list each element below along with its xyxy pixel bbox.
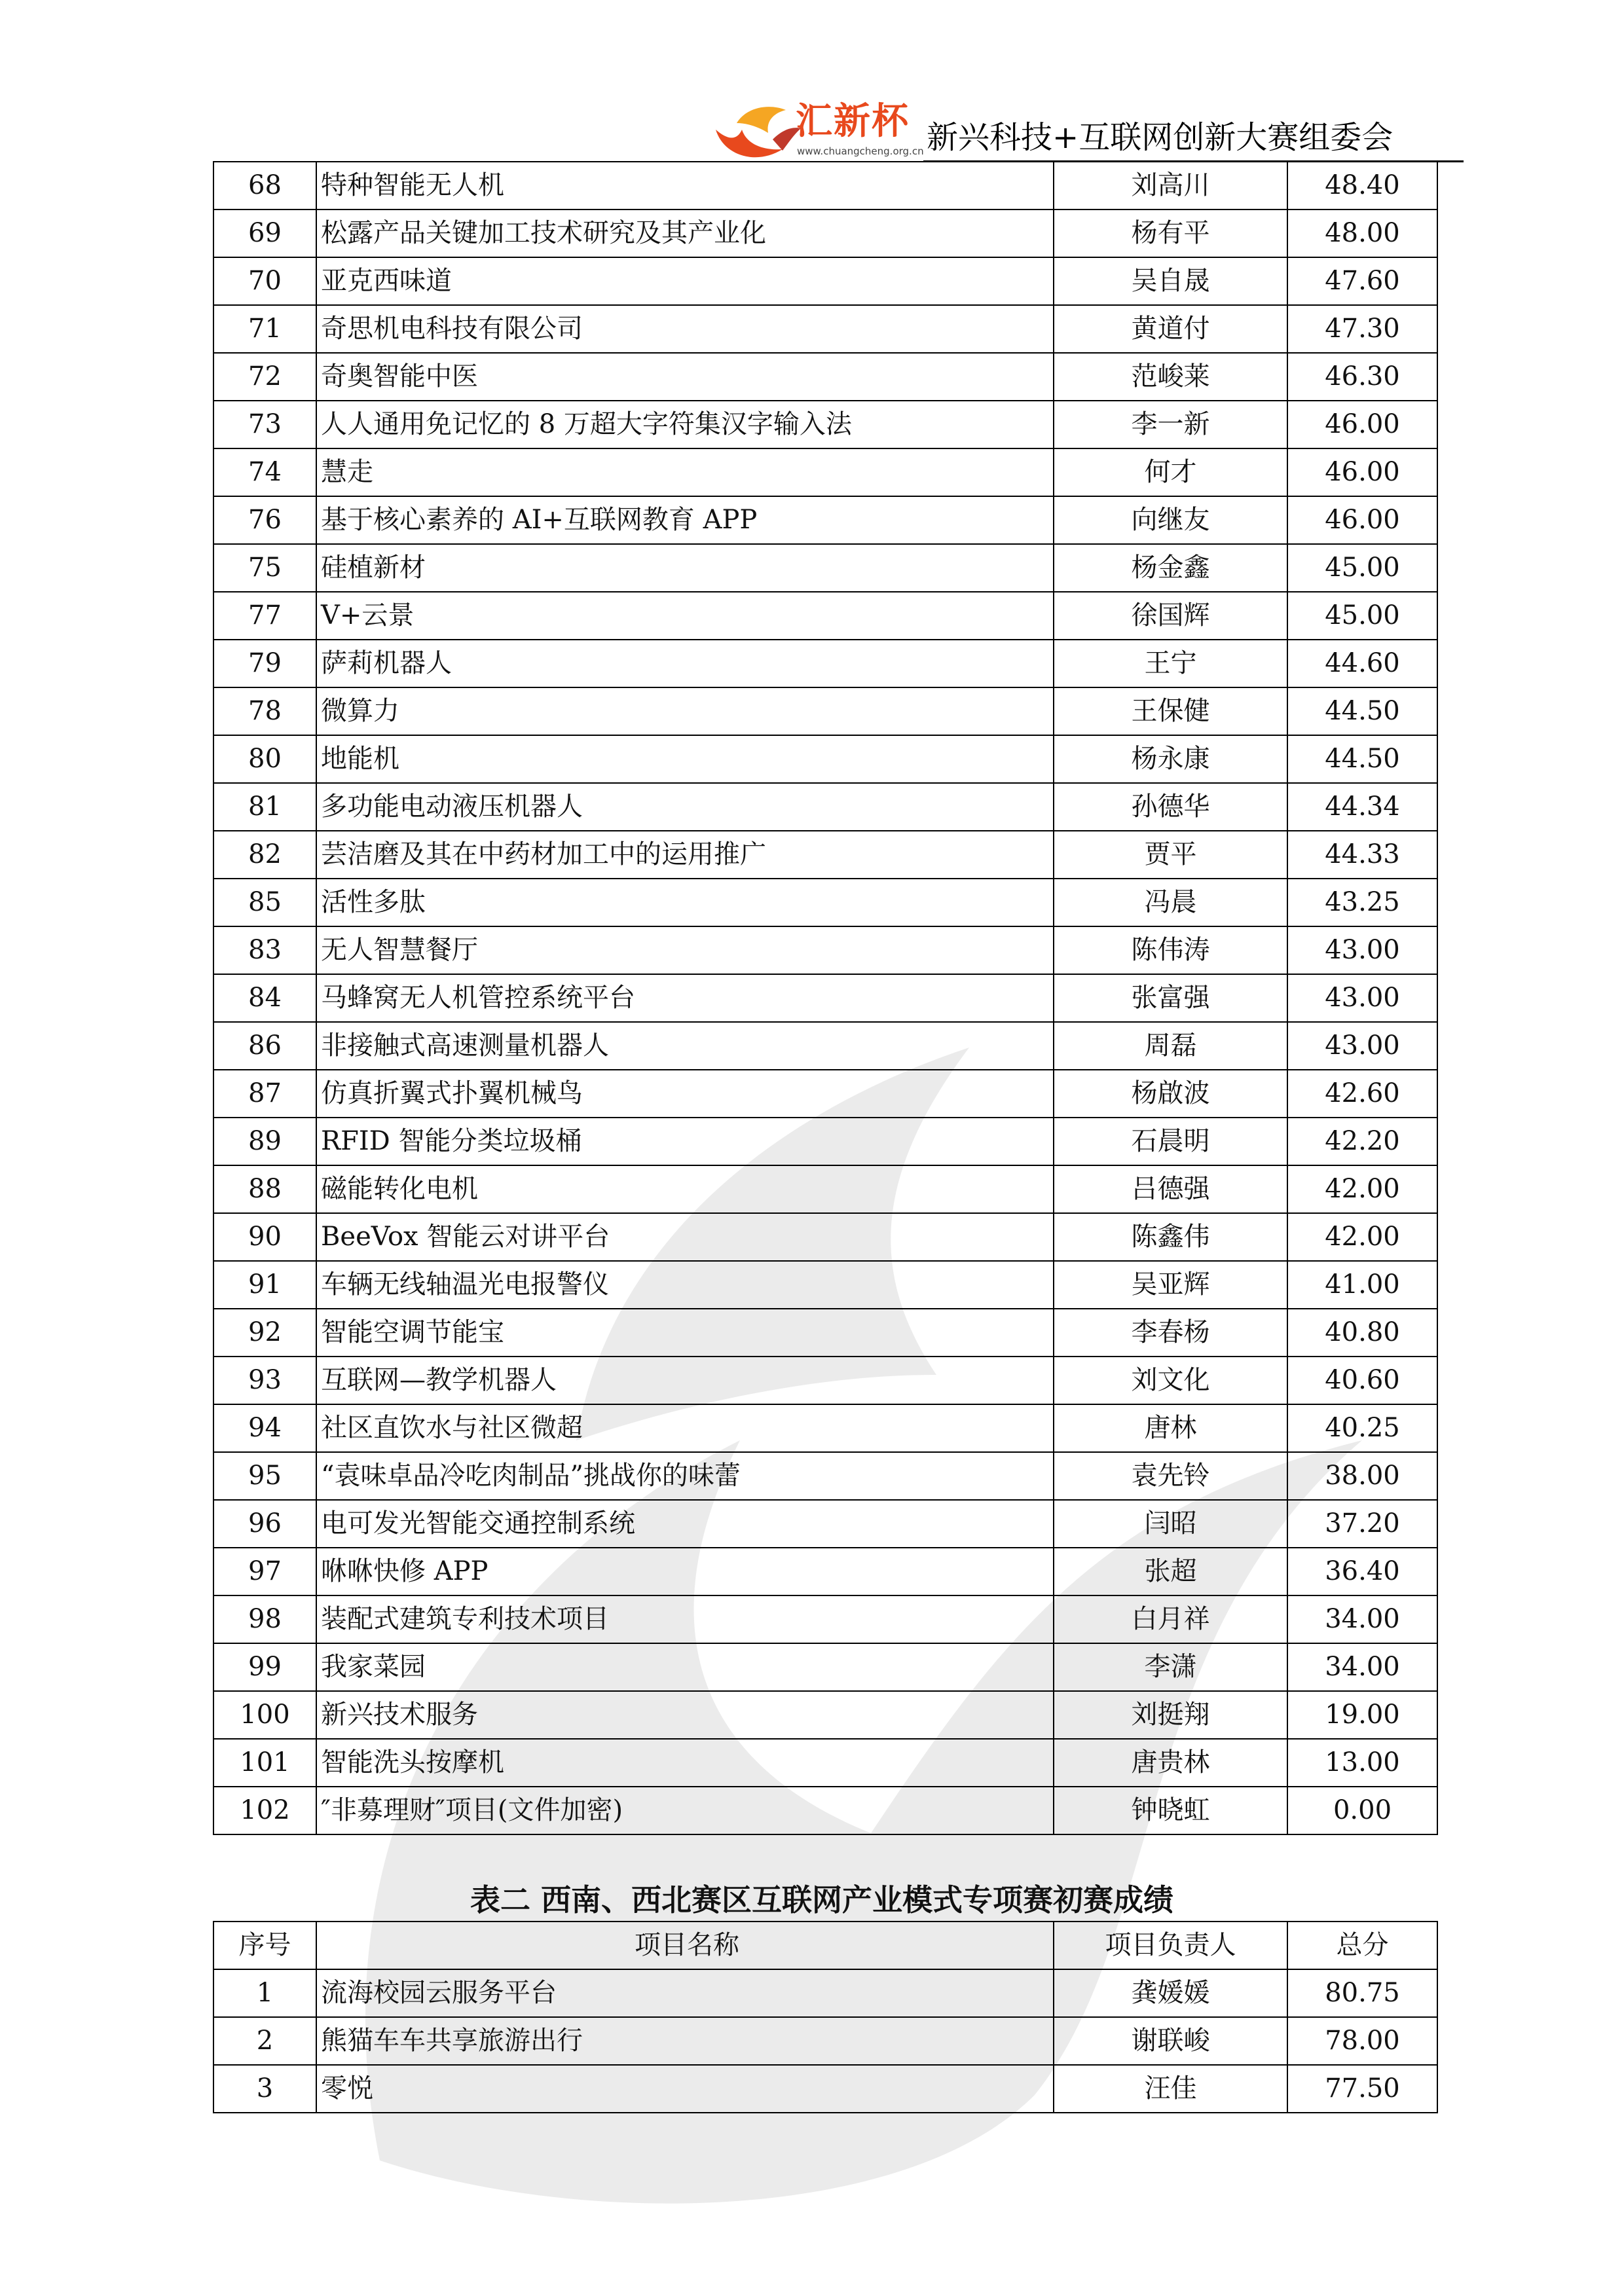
project-cell: 咻咻快修 APP bbox=[316, 1548, 1054, 1595]
score-cell: 80.75 bbox=[1287, 1969, 1437, 2017]
leader-cell: 何才 bbox=[1054, 448, 1287, 496]
leader-cell: 刘高川 bbox=[1054, 162, 1287, 210]
score-cell: 38.00 bbox=[1287, 1452, 1437, 1500]
logo-name: 汇新杯 bbox=[796, 100, 910, 143]
leader-cell: 陈伟涛 bbox=[1054, 926, 1287, 974]
score-cell: 46.30 bbox=[1287, 353, 1437, 401]
project-cell: 智能洗头按摩机 bbox=[316, 1739, 1054, 1787]
rank-cell: 88 bbox=[213, 1165, 316, 1213]
table-row bbox=[213, 496, 1437, 544]
rank-cell: 99 bbox=[213, 1643, 316, 1691]
rank-cell: 97 bbox=[213, 1548, 316, 1595]
leader-cell: 刘文化 bbox=[1054, 1357, 1287, 1404]
table-row bbox=[213, 544, 1437, 592]
score-cell: 43.00 bbox=[1287, 926, 1437, 974]
rank-cell: 96 bbox=[213, 1500, 316, 1548]
score-cell: 45.00 bbox=[1287, 592, 1437, 640]
rank-cell: 71 bbox=[213, 305, 316, 353]
score-cell: 44.50 bbox=[1287, 687, 1437, 735]
project-cell: 多功能电动液压机器人 bbox=[316, 783, 1054, 831]
project-cell: 人人通用免记忆的 8 万超大字符集汉字输入法 bbox=[316, 401, 1054, 448]
score-cell: 42.00 bbox=[1287, 1213, 1437, 1261]
table-row bbox=[213, 257, 1437, 305]
project-cell: 我家菜园 bbox=[316, 1643, 1054, 1691]
score-cell: 34.00 bbox=[1287, 1643, 1437, 1691]
table-row bbox=[213, 687, 1437, 735]
table-row bbox=[213, 1261, 1437, 1309]
leader-cell: 刘挺翔 bbox=[1054, 1691, 1287, 1739]
table-row bbox=[213, 1548, 1437, 1595]
rank-cell: 80 bbox=[213, 735, 316, 783]
score-cell: 36.40 bbox=[1287, 1548, 1437, 1595]
table-row bbox=[213, 735, 1437, 783]
project-cell: 松露产品关键加工技术研究及其产业化 bbox=[316, 210, 1054, 257]
table-row bbox=[213, 1969, 1437, 2017]
table-row bbox=[213, 162, 1437, 210]
leader-cell: 杨金鑫 bbox=[1054, 544, 1287, 592]
table-row bbox=[213, 1118, 1437, 1165]
rank-cell: 73 bbox=[213, 401, 316, 448]
rank-cell: 69 bbox=[213, 210, 316, 257]
project-cell: 无人智慧餐厅 bbox=[316, 926, 1054, 974]
table-row bbox=[213, 640, 1437, 687]
rank-cell: 86 bbox=[213, 1022, 316, 1070]
project-cell: 非接触式高速测量机器人 bbox=[316, 1022, 1054, 1070]
table-row bbox=[213, 1070, 1437, 1118]
leader-cell: 唐贵林 bbox=[1054, 1739, 1287, 1787]
score-cell: 47.30 bbox=[1287, 305, 1437, 353]
leader-cell: 冯晨 bbox=[1054, 879, 1287, 926]
project-cell: 活性多肽 bbox=[316, 879, 1054, 926]
table-row bbox=[213, 210, 1437, 257]
rank-cell: 68 bbox=[213, 162, 316, 210]
project-cell: 奇奥智能中医 bbox=[316, 353, 1054, 401]
rank-cell: 85 bbox=[213, 879, 316, 926]
rank-cell: 77 bbox=[213, 592, 316, 640]
project-cell: 零悦 bbox=[316, 2065, 1054, 2113]
table-row bbox=[213, 1022, 1437, 1070]
project-cell: 微算力 bbox=[316, 687, 1054, 735]
table-row bbox=[213, 1643, 1437, 1691]
rank-cell: 79 bbox=[213, 640, 316, 687]
leader-cell: 谢联峻 bbox=[1054, 2017, 1287, 2065]
table-row bbox=[213, 1739, 1437, 1787]
table-row bbox=[213, 2065, 1437, 2113]
rank-cell: 81 bbox=[213, 783, 316, 831]
score-cell: 47.60 bbox=[1287, 257, 1437, 305]
rank-cell: 94 bbox=[213, 1404, 316, 1452]
header-score: 总分 bbox=[1287, 1922, 1437, 1969]
leader-cell: 向继友 bbox=[1054, 496, 1287, 544]
table-row bbox=[213, 831, 1437, 879]
rank-cell: 74 bbox=[213, 448, 316, 496]
project-cell: 亚克西味道 bbox=[316, 257, 1054, 305]
table-row bbox=[213, 1452, 1437, 1500]
rank-cell: 84 bbox=[213, 974, 316, 1022]
leader-cell: 吴亚辉 bbox=[1054, 1261, 1287, 1309]
project-cell: 奇思机电科技有限公司 bbox=[316, 305, 1054, 353]
project-cell: 社区直饮水与社区微超 bbox=[316, 1404, 1054, 1452]
table-header-row bbox=[213, 1922, 1437, 1969]
leader-cell: 黄道付 bbox=[1054, 305, 1287, 353]
project-cell: 萨莉机器人 bbox=[316, 640, 1054, 687]
table-row bbox=[213, 1165, 1437, 1213]
score-cell: 44.60 bbox=[1287, 640, 1437, 687]
rank-cell: 83 bbox=[213, 926, 316, 974]
leader-cell: 杨有平 bbox=[1054, 210, 1287, 257]
project-cell: 磁能转化电机 bbox=[316, 1165, 1054, 1213]
score-cell: 19.00 bbox=[1287, 1691, 1437, 1739]
project-cell: 熊猫车车共享旅游出行 bbox=[316, 2017, 1054, 2065]
project-cell: 车辆无线轴温光电报警仪 bbox=[316, 1261, 1054, 1309]
leader-cell: 王宁 bbox=[1054, 640, 1287, 687]
rank-cell: 3 bbox=[213, 2065, 316, 2113]
score-cell: 45.00 bbox=[1287, 544, 1437, 592]
leader-cell: 闫昭 bbox=[1054, 1500, 1287, 1548]
rank-cell: 76 bbox=[213, 496, 316, 544]
leader-cell: 汪佳 bbox=[1054, 2065, 1287, 2113]
project-cell: 特种智能无人机 bbox=[316, 162, 1054, 210]
project-cell: 慧走 bbox=[316, 448, 1054, 496]
table-row bbox=[213, 1357, 1437, 1404]
leader-cell: 唐林 bbox=[1054, 1404, 1287, 1452]
table-row bbox=[213, 1404, 1437, 1452]
flame-logo-icon bbox=[710, 103, 802, 162]
score-cell: 42.00 bbox=[1287, 1165, 1437, 1213]
rank-cell: 102 bbox=[213, 1787, 316, 1834]
score-cell: 13.00 bbox=[1287, 1739, 1437, 1787]
results-table-two bbox=[213, 1921, 1438, 2113]
score-cell: 43.00 bbox=[1287, 974, 1437, 1022]
project-cell: “袁味卓品冷吃肉制品”挑战你的味蕾 bbox=[316, 1452, 1054, 1500]
table-row bbox=[213, 974, 1437, 1022]
score-cell: 0.00 bbox=[1287, 1787, 1437, 1834]
table-row bbox=[213, 353, 1437, 401]
leader-cell: 陈鑫伟 bbox=[1054, 1213, 1287, 1261]
project-cell: 智能空调节能宝 bbox=[316, 1309, 1054, 1357]
leader-cell: 张富强 bbox=[1054, 974, 1287, 1022]
table-row bbox=[213, 2017, 1437, 2065]
project-cell: 地能机 bbox=[316, 735, 1054, 783]
table-row bbox=[213, 448, 1437, 496]
score-cell: 42.60 bbox=[1287, 1070, 1437, 1118]
table-two-caption: 表二 西南、西北赛区互联网产业模式专项赛初赛成绩 bbox=[470, 1882, 1173, 1918]
score-cell: 48.00 bbox=[1287, 210, 1437, 257]
score-cell: 42.20 bbox=[1287, 1118, 1437, 1165]
logo-url: www.chuangcheng.org.cn bbox=[797, 145, 924, 157]
rank-cell: 2 bbox=[213, 2017, 316, 2065]
score-cell: 44.33 bbox=[1287, 831, 1437, 879]
project-cell: 芸洁磨及其在中药材加工中的运用推广 bbox=[316, 831, 1054, 879]
project-cell: BeeVox 智能云对讲平台 bbox=[316, 1213, 1054, 1261]
leader-cell: 张超 bbox=[1054, 1548, 1287, 1595]
rank-cell: 82 bbox=[213, 831, 316, 879]
table-row bbox=[213, 1691, 1437, 1739]
table-row bbox=[213, 592, 1437, 640]
table-row bbox=[213, 1787, 1437, 1834]
rank-cell: 91 bbox=[213, 1261, 316, 1309]
score-cell: 44.34 bbox=[1287, 783, 1437, 831]
organizer-title: 新兴科技+互联网创新大赛组委会 bbox=[927, 119, 1393, 156]
rank-cell: 1 bbox=[213, 1969, 316, 2017]
table-row bbox=[213, 1595, 1437, 1643]
score-cell: 43.25 bbox=[1287, 879, 1437, 926]
project-cell: 装配式建筑专利技术项目 bbox=[316, 1595, 1054, 1643]
header-leader: 项目负责人 bbox=[1054, 1922, 1287, 1969]
score-cell: 34.00 bbox=[1287, 1595, 1437, 1643]
score-cell: 40.80 bbox=[1287, 1309, 1437, 1357]
score-cell: 43.00 bbox=[1287, 1022, 1437, 1070]
score-cell: 46.00 bbox=[1287, 401, 1437, 448]
rank-cell: 101 bbox=[213, 1739, 316, 1787]
project-cell: 流海校园云服务平台 bbox=[316, 1969, 1054, 2017]
leader-cell: 杨永康 bbox=[1054, 735, 1287, 783]
score-cell: 48.40 bbox=[1287, 162, 1437, 210]
project-cell: 新兴技术服务 bbox=[316, 1691, 1054, 1739]
leader-cell: 孙德华 bbox=[1054, 783, 1287, 831]
score-cell: 37.20 bbox=[1287, 1500, 1437, 1548]
project-cell: ″非募理财″项目(文件加密) bbox=[316, 1787, 1054, 1834]
leader-cell: 白月祥 bbox=[1054, 1595, 1287, 1643]
rank-cell: 100 bbox=[213, 1691, 316, 1739]
table-row bbox=[213, 879, 1437, 926]
leader-cell: 石晨明 bbox=[1054, 1118, 1287, 1165]
rank-cell: 95 bbox=[213, 1452, 316, 1500]
table-row bbox=[213, 401, 1437, 448]
leader-cell: 贾平 bbox=[1054, 831, 1287, 879]
leader-cell: 袁先铃 bbox=[1054, 1452, 1287, 1500]
project-cell: 马蜂窝无人机管控系统平台 bbox=[316, 974, 1054, 1022]
project-cell: 仿真折翼式扑翼机械鸟 bbox=[316, 1070, 1054, 1118]
leader-cell: 李春杨 bbox=[1054, 1309, 1287, 1357]
results-table-continued bbox=[213, 161, 1438, 1835]
leader-cell: 徐国辉 bbox=[1054, 592, 1287, 640]
leader-cell: 范峻莱 bbox=[1054, 353, 1287, 401]
table-row bbox=[213, 926, 1437, 974]
rank-cell: 92 bbox=[213, 1309, 316, 1357]
leader-cell: 钟晓虹 bbox=[1054, 1787, 1287, 1834]
score-cell: 78.00 bbox=[1287, 2017, 1437, 2065]
leader-cell: 吕德强 bbox=[1054, 1165, 1287, 1213]
leader-cell: 李一新 bbox=[1054, 401, 1287, 448]
rank-cell: 72 bbox=[213, 353, 316, 401]
score-cell: 40.25 bbox=[1287, 1404, 1437, 1452]
rank-cell: 93 bbox=[213, 1357, 316, 1404]
project-cell: 硅植新材 bbox=[316, 544, 1054, 592]
project-cell: V+云景 bbox=[316, 592, 1054, 640]
score-cell: 46.00 bbox=[1287, 448, 1437, 496]
rank-cell: 78 bbox=[213, 687, 316, 735]
rank-cell: 89 bbox=[213, 1118, 316, 1165]
rank-cell: 75 bbox=[213, 544, 316, 592]
leader-cell: 龚媛媛 bbox=[1054, 1969, 1287, 2017]
score-cell: 40.60 bbox=[1287, 1357, 1437, 1404]
score-cell: 77.50 bbox=[1287, 2065, 1437, 2113]
leader-cell: 吴自晟 bbox=[1054, 257, 1287, 305]
header-rank: 序号 bbox=[213, 1922, 316, 1969]
header-project: 项目名称 bbox=[316, 1922, 1054, 1969]
table-row bbox=[213, 1309, 1437, 1357]
score-cell: 46.00 bbox=[1287, 496, 1437, 544]
rank-cell: 87 bbox=[213, 1070, 316, 1118]
table-row bbox=[213, 1500, 1437, 1548]
leader-cell: 杨啟波 bbox=[1054, 1070, 1287, 1118]
score-cell: 44.50 bbox=[1287, 735, 1437, 783]
page-header bbox=[710, 98, 1464, 164]
project-cell: 互联网—教学机器人 bbox=[316, 1357, 1054, 1404]
rank-cell: 98 bbox=[213, 1595, 316, 1643]
project-cell: RFID 智能分类垃圾桶 bbox=[316, 1118, 1054, 1165]
rank-cell: 90 bbox=[213, 1213, 316, 1261]
leader-cell: 周磊 bbox=[1054, 1022, 1287, 1070]
leader-cell: 王保健 bbox=[1054, 687, 1287, 735]
leader-cell: 李潇 bbox=[1054, 1643, 1287, 1691]
project-cell: 电可发光智能交通控制系统 bbox=[316, 1500, 1054, 1548]
rank-cell: 70 bbox=[213, 257, 316, 305]
table-row bbox=[213, 305, 1437, 353]
table-row bbox=[213, 1213, 1437, 1261]
score-cell: 41.00 bbox=[1287, 1261, 1437, 1309]
table-row bbox=[213, 783, 1437, 831]
project-cell: 基于核心素养的 AI+互联网教育 APP bbox=[316, 496, 1054, 544]
